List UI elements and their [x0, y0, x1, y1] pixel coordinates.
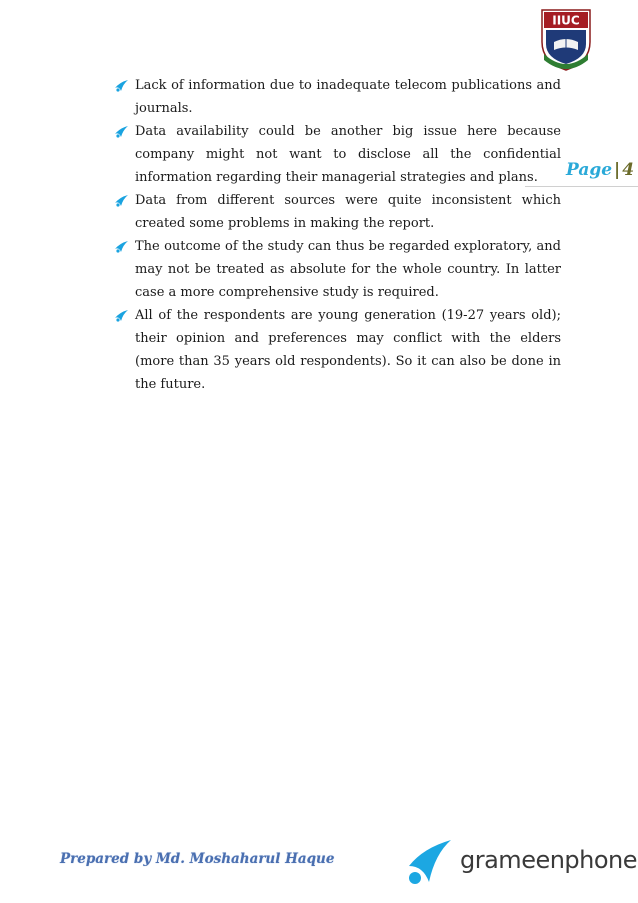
iiuc-logo-text: IIUC [552, 13, 580, 28]
gp-bullet-icon [113, 79, 129, 93]
page-word: Page [566, 160, 613, 180]
page-separator: | [614, 160, 621, 180]
list-item [113, 304, 561, 396]
list-item [113, 120, 561, 189]
list-item-text: Lack of information due to inadequate telecom publications and journals. [135, 78, 561, 116]
list-item-text: The outcome of the study can thus be regarded exploratory, and may not be treated as absolute for the whole country. In latter case a more comprehensive study is required. [135, 239, 561, 300]
list-item [113, 189, 561, 235]
gp-bullet-icon [113, 309, 129, 323]
iiuc-crest-logo [536, 8, 596, 72]
footer-credit: Prepared by Md. Moshaharul Haque [60, 851, 335, 867]
page-number-label [566, 160, 634, 180]
list-item-text: Data availability could be another big issue here because company might not want to disclose all the confidential information regarding their managerial strategies and plans. [135, 124, 561, 185]
grameenphone-wordmark: grameenphone [460, 846, 638, 874]
gp-bullet-icon [113, 194, 129, 208]
list-item-text: All of the respondents are young generation (19-27 years old); their opinion and preferences may conflict with the elders (more than 35 years old respondents). So it can also be done in the future. [135, 308, 561, 392]
gp-bullet-icon [113, 240, 129, 254]
gp-bullet-icon [113, 125, 129, 139]
list-item-text: Data from different sources were quite inconsistent which created some problems in making the report. [135, 193, 561, 231]
bullet-list [113, 74, 561, 396]
grameenphone-telenor-icon [405, 836, 453, 888]
list-item [113, 235, 561, 304]
list-item [113, 74, 561, 120]
page-number: 4 [622, 160, 635, 180]
